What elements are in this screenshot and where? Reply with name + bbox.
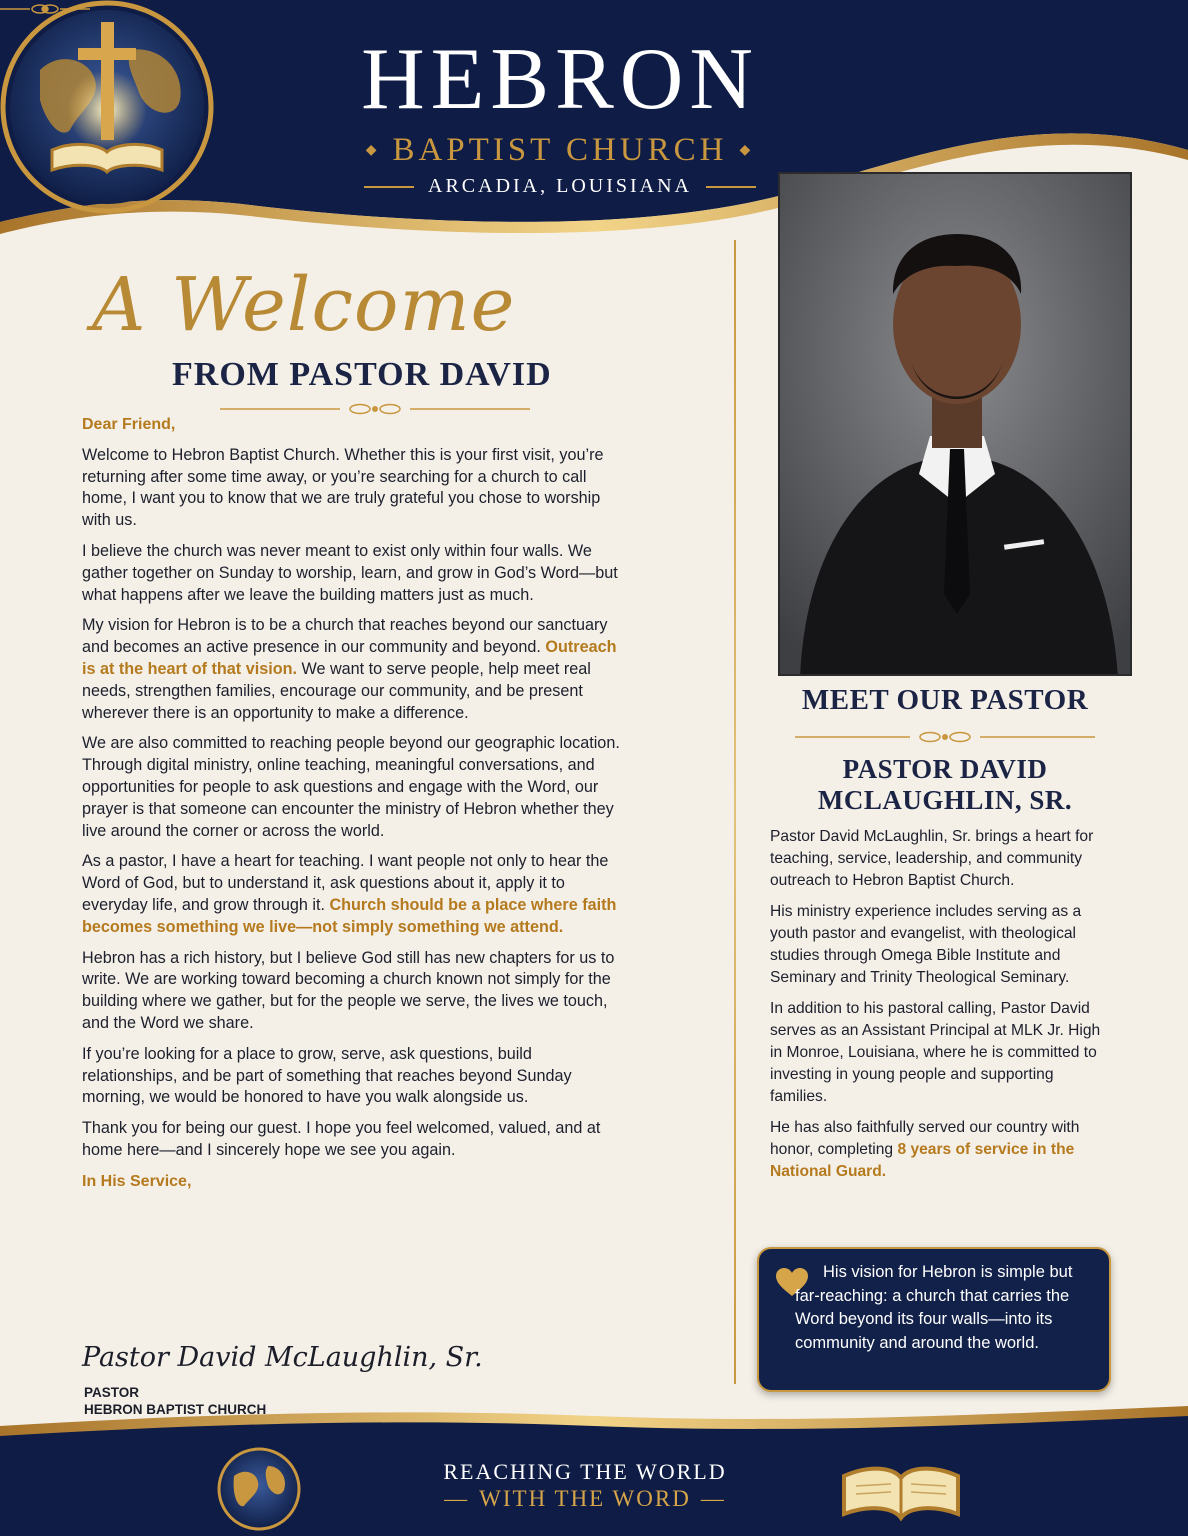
diamond-ornament-icon: ◆ [739, 143, 755, 158]
signature-org: HEBRON BAPTIST CHURCH [84, 1402, 267, 1417]
pastor-signature: Pastor David McLaughlin, Sr. [82, 1342, 483, 1373]
letter-text: As a pastor, I have a heart for teaching. I want people not only to hear the Word of God, but to understand it, ask questions about it, apply it to everyday life, and grow through it. [82, 852, 609, 914]
letter-paragraph [82, 615, 627, 724]
flourish-ornament-icon [795, 728, 1095, 746]
bio-paragraph: Pastor David McLaughlin, Sr. brings a heart for teaching, service, leadership, and community outreach to Hebron Baptist Church. [770, 828, 1094, 889]
welcome-letter [82, 414, 627, 1202]
flourish-ornament-icon [0, 0, 90, 18]
diamond-ornament-icon: ◆ [365, 143, 381, 158]
church-type: BAPTIST CHURCH [392, 132, 728, 168]
letter-text: We want to serve people, help meet real needs, strengthen families, encourage our community, and be present wherever there is an opportunity to make a difference. [82, 659, 591, 722]
pastor-bio [770, 826, 1115, 1192]
divider-line [364, 186, 414, 188]
letter-paragraph: Welcome to Hebron Baptist Church. Whether this is your first visit, you’re returning after some time away, or you’re searching for a church to call home, I want you to know that we are truly grateful you chose to worship with us. [82, 445, 604, 530]
bio-highlight: 8 years of service in the National Guard. [770, 1141, 1075, 1180]
letter-highlight: Outreach is at the heart of that vision. [82, 638, 617, 678]
dash-ornament: — [700, 1486, 726, 1511]
letter-closing: In His Service, [82, 1172, 192, 1190]
welcome-script-title: A Welcome [92, 262, 516, 348]
bio-paragraph: In addition to his pastoral calling, Pastor David serves as an Assistant Principal at MLK Jr. High in Monroe, Louisiana, where he is committed to investing in young people and supporting families. [770, 1000, 1101, 1105]
column-divider [734, 240, 736, 1384]
tagline-line1: REACHING THE WORLD [443, 1459, 727, 1484]
cross-globe-bible-icon [0, 0, 214, 214]
tagline-line2: WITH THE WORD [479, 1486, 691, 1511]
open-bible-icon [836, 1446, 966, 1526]
bio-paragraph [770, 1117, 1115, 1183]
vision-text: His vision for Hebron is simple but far-reaching: a church that carries the Word beyond its four walls—into its community and around the world. [795, 1263, 1073, 1352]
globe-icon [216, 1446, 302, 1532]
welcome-subtitle: FROM PASTOR DAVID [172, 356, 552, 393]
dash-ornament: — [444, 1486, 470, 1511]
tagline-line2-wrap [420, 1485, 750, 1512]
letter-paragraph [82, 851, 627, 938]
church-location: ARCADIA, LOUISIANA [428, 175, 692, 197]
letter-greeting: Dear Friend, [82, 416, 176, 433]
vision-callout [757, 1247, 1111, 1392]
letter-highlight: Church should be a place where faith becomes something we live—not simply something we attend. [82, 895, 617, 936]
letter-text: My vision for Hebron is to be a church that reaches beyond our sanctuary and becomes an active presence in our community and beyond. [82, 616, 608, 657]
pastor-name [760, 754, 1130, 816]
pastor-photo [778, 172, 1132, 676]
church-name: HEBRON [361, 31, 759, 128]
letter-paragraph: I believe the church was never meant to exist only within four walls. We gather together on Sunday to worship, learn, and grow in God’s Word—but what happens after we leave the building matters just as much. [82, 541, 618, 604]
letter-paragraph: If you’re looking for a place to grow, serve, ask questions, build relationships, and be part of something that reaches beyond Sunday morning, we would be honored to have you walk alongside us. [82, 1044, 572, 1107]
bio-text: He has also faithfully served our country with honor, completing [770, 1119, 1080, 1158]
footer-tagline [420, 1458, 750, 1512]
pastor-name-line: PASTOR DAVID [842, 754, 1048, 784]
letter-paragraph: Hebron has a rich history, but I believe God still has new chapters for us to write. We are working toward becoming a church known not simply for the building where we gather, but for the people we serve, the lives we touch, and the Word we share. [82, 948, 615, 1032]
letter-paragraph: We are also committed to reaching people beyond our geographic location. Through digital ministry, online teaching, meaningful conversations, and opportunities for people to ask questions and engage with the Word, our prayer is that someone can encounter the ministry of Hebron whether they live around the corner or across the world. [82, 734, 620, 840]
letter-paragraph: Thank you for being our guest. I hope you feel welcomed, valued, and at home here—and I sincerely hope we see you again. [82, 1119, 601, 1159]
meet-pastor-heading: MEET OUR PASTOR [801, 684, 1089, 716]
bio-paragraph: His ministry experience includes serving as a youth pastor and evangelist, with theological studies through Omega Bible Institute and Seminary and Trinity Theological Seminary. [770, 903, 1082, 986]
pastor-name-line: MCLAUGHLIN, SR. [817, 785, 1073, 815]
signature-role: PASTOR [84, 1385, 140, 1400]
divider-line [706, 186, 756, 188]
